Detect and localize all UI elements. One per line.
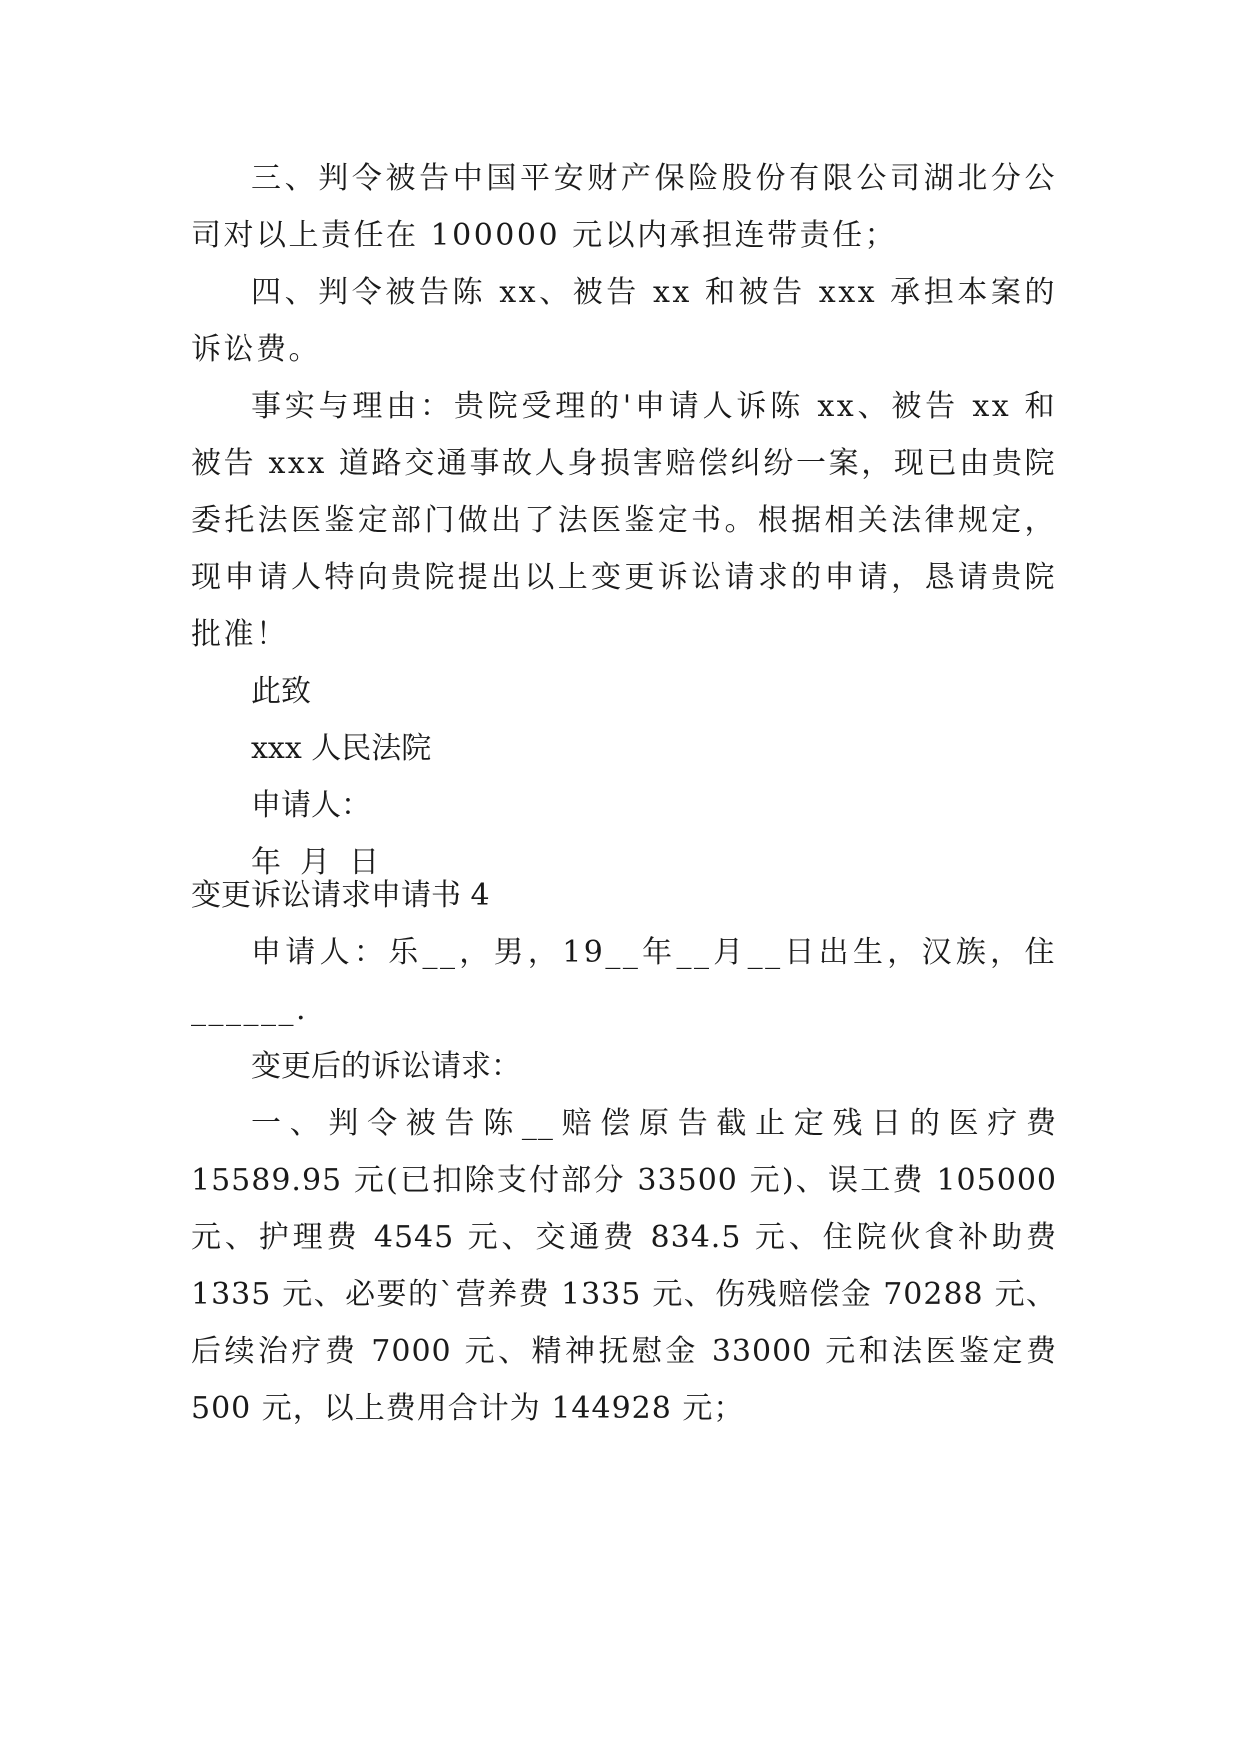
paragraph-applicant-info: 申请人：乐__，男，19__年__月__日出生，汉族，住______. (191, 935, 1057, 1027)
closing-court: xxx 人民法院 (251, 731, 432, 766)
document-section-4 (191, 867, 1057, 1437)
paragraph-facts-reasons: 事实与理由：贵院受理的'申请人诉陈 xx、被告 xx 和被告 xxx 道路交通事故人身损害赔偿纠纷一案，现已由贵院委托法医鉴定部门做出了法医鉴定书。根据相关法律规定，现申请人特向贵院提出以上变更诉讼请求的申请，恳请贵院批准！ (191, 389, 1057, 652)
closing-date: 年 月 日 (251, 845, 380, 880)
paragraph-changed-claims-heading: 变更后的诉讼请求： (251, 1049, 521, 1084)
paragraph-claim-4: 四、判令被告陈 xx、被告 xx 和被告 xxx 承担本案的诉讼费。 (191, 275, 1057, 367)
section-title: 变更诉讼请求申请书 4 (191, 878, 490, 913)
paragraph-claim-3: 三、判令被告中国平安财产保险股份有限公司湖北分公司对以上责任在 100000 元以内承担连带责任； (191, 161, 1057, 253)
paragraph-claim-1-damages: 一、判令被告陈__赔偿原告截止定残日的医疗费 15589.95 元(已扣除支付部分 33500 元)、误工费 105000 元、护理费 4545 元、交通费 834.5 元、住院伙食补助费 1335 元、必要的`营养费 1335 元、伤残赔偿金 70288 元、后续治疗费 7000 元、精神抚慰金 33000 元和法医鉴定费 500 元，以上费用合计为 144928 元； (191, 1106, 1057, 1426)
document-body (191, 150, 1057, 891)
closing-applicant: 申请人： (251, 788, 371, 823)
closing-salutation: 此致 (251, 674, 311, 709)
